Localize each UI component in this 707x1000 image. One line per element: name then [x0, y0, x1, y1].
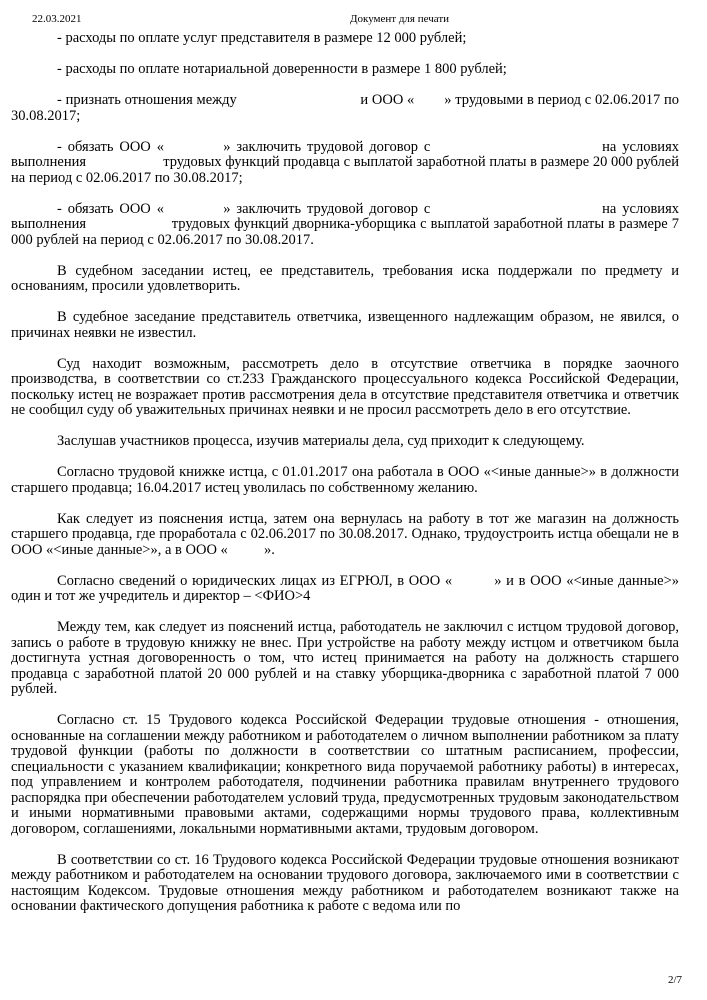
page-number-indicator: 2/7 [667, 974, 682, 986]
paragraph-egrul-info: Согласно сведений о юридических лицах из ЕГРЮЛ, в ООО « » и в ООО «<иные данные>» один и тот же учредитель и директор – <ФИО>4 [11, 572, 679, 604]
paragraph-oblige-contract-seller: - обязать ООО « » заключить трудовой договор с на условиях выполнения трудовых функций продавца с выплатой заработной платы в размере 20 000 рублей на период с 02.06.2017 по 30.08.2017; [11, 138, 679, 186]
paragraph-court-in-absentia: Суд находит возможным, рассмотреть дело в отсутствие ответчика в порядке заочного производства, в соответствии со ст.233 Гражданского процессуального кодекса Российской Федерации, поскольку истец не возражает против рассмотрения дела в отсутствие представителя ответчика и ответчик не сообщил суду об уважительных причинах неявки и не просил рассмотреть дело в его отсутствие. [11, 355, 679, 418]
paragraph-hearing-plaintiff: В судебном заседании истец, ее представитель, требования иска поддержали по предмету и основаниям, просили удовлетворить. [11, 262, 679, 294]
paragraph-recognize-relations: - признать отношения между и ООО « » трудовыми в период с 02.06.2017 по 30.08.2017; [11, 92, 679, 124]
paragraph-oblige-contract-janitor: - обязать ООО « » заключить трудовой договор с на условиях выполнения трудовых функций дворника-уборщика с выплатой заработной платы в размере 7 000 рублей на период с 02.06.2017 по 30.08.2017. [11, 200, 679, 248]
paragraph-representative-costs: - расходы по оплате услуг представителя в размере 12 000 рублей; [57, 30, 467, 46]
paragraph-notary-costs: - расходы по оплате нотариальной доверенности в размере 1 800 рублей; [57, 61, 507, 77]
paragraph-oral-agreement: Между тем, как следует из пояснений истца, работодатель не заключил с истцом трудовой договор, запись о работе в трудовую книжку не внес. При устройстве на работу между истцом и ответчиком была достигнута устная договоренность о том, что истец принимается на работу на должность старшего продавца с заработной платой 20 000 рублей и на ставку уборщика-дворника с заработной платой 7 000 рублей. [11, 619, 679, 697]
paragraph-defendant-absent: В судебное заседание представитель ответчика, извещенного надлежащим образом, не явился, о причинах неявки не известил. [11, 309, 679, 341]
print-header-title: Документ для печати [350, 13, 450, 25]
print-header-date: 22.03.2021 [32, 13, 82, 25]
paragraph-labor-code-art-16: В соответствии со ст. 16 Трудового кодекса Российской Федерации трудовые отношения возникают между работником и работодателем на основании трудового договора, заключаемого ими в соответствии с настоящим Кодексом. Трудовые отношения между работником и работодателем возникают также на основании фактического допущения работника к работе с ведома или по [11, 851, 679, 914]
paragraph-having-heard: Заслушав участников процесса, изучив материалы дела, суд приходит к следующему. [57, 433, 585, 449]
paragraph-labor-code-art-15: Согласно ст. 15 Трудового кодекса Российской Федерации трудовые отношения - отношения, основанные на соглашении между работником и работодателем о личном выполнении работником за плату трудовой функции (работы по должности в соответствии со штатным расписанием, профессии, специальности с указанием квалификации; конкретного вида поручаемой работнику работы) в интересах, под управлением и контролем работодателя, подчинении работника правилам внутреннего трудового распорядка при обеспечении работодателем условий труда, предусмотренных трудовым законодательством и иными нормативными правовыми актами, содержащими нормы трудового права, коллективным договором, соглашениями, локальными нормативными актами, трудовым договором. [11, 712, 679, 837]
paragraph-plaintiff-explanation: Как следует из пояснения истца, затем она вернулась на работу в тот же магазин на должность старшего продавца, где проработала с 02.06.2017 по 30.08.2017. Однако, трудоустроить истца обещали не в ООО «<иные данные>», а в ООО « ». [11, 510, 679, 558]
document-body [11, 31, 679, 930]
paragraph-work-record-book: Согласно трудовой книжке истца, с 01.01.2017 она работала в ООО «<иные данные>» в должности старшего продавца; 16.04.2017 истец уволилась по собственному желанию. [11, 464, 679, 496]
